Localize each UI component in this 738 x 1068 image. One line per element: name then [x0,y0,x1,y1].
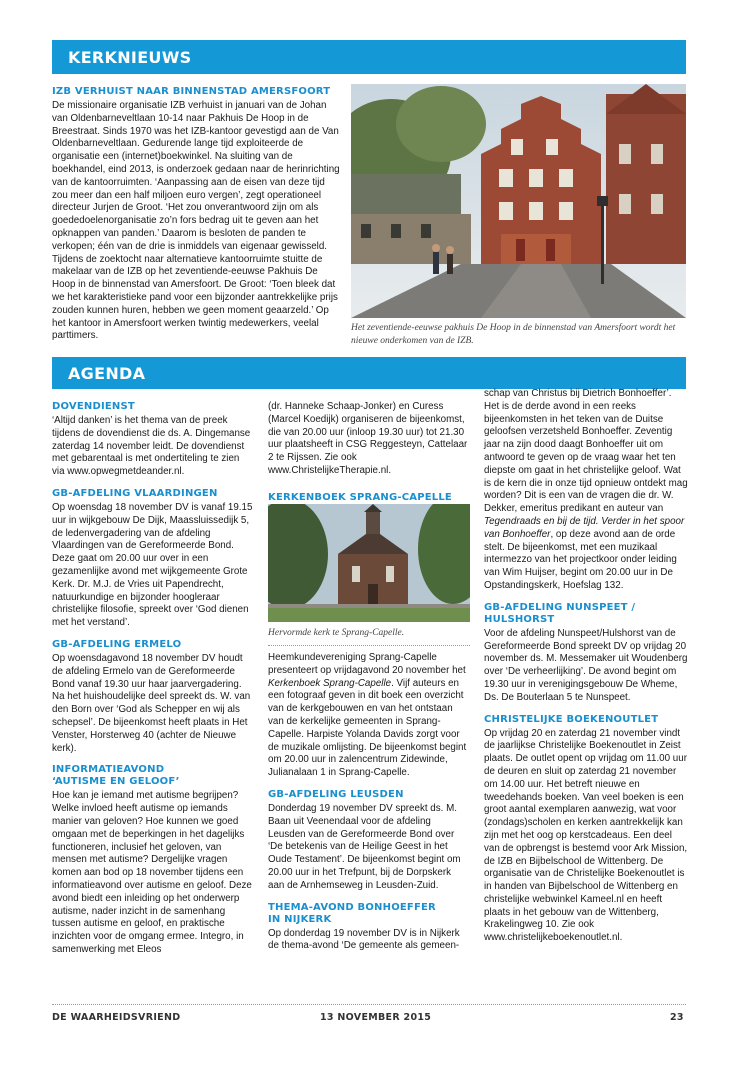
footer-divider [52,1004,686,1005]
footer-publication: DE WAARHEIDSVRIEND [52,1012,181,1023]
agenda-item-nunspeet [484,602,688,705]
agenda-item-autisme [52,764,254,956]
item-body-part: . Vijf auteurs en een fotograaf geven in dit boek een overzicht van de kerkgebouwen en van het ontstaan van de kerkelijke gemeenten in Sprang-Capelle. Harpiste Yolanda Davids zorgt voor de muzikale omlijsting. De bijeenkomst begint om 20.00 uur in zalencentrum Zidewinde, Julianalaan 1 in Sprang-Capelle. [268,677,467,779]
item-title: GB-AFDELING VLAARDINGEN [52,487,218,499]
section-title: AGENDA [68,364,146,383]
section-header-kerknieuws [52,40,686,74]
agenda-item-dovendienst [52,401,254,479]
article-body: De missionaire organisatie IZB verhuist in januari van de Johan van Oldenbarneveltlaan 10-14 naar Pakhuis De Hoop in de Breestraat. Sinds 1970 was het IZB-kantoor gevestigd aan de Van Oldenbarneveltlaan. Gedurende lange tijd exploiteerde de organisatie een (internet)boekwinkel. Na sluiting van de boekhandel, eind 2013, is onderzoek gedaan naar de herinrichting van de kantoorruimten. ‘Aanpassing aan de eisen van deze tijd zou meer dan een half miljoen euro vergen’, zegt operationeel directeur Jurjen de Groot. ‘Het zou onverantwoord zijn om als goededoelenorganisatie zo’n fors bedrag uit te geven aan het opknappen van panden.’ Daarom is besloten de panden te verkopen; één van de drie is inmiddels van eigenaar gewisseld. Tijdens de zoektocht naar alternatieve kantoorruimte stuitte de makelaar van de IZB op het zeventiende-eeuwse Pakhuis De Hoop in de binnenstad van Amersfoort. De Groot: ‘Toen bleek dat we het karakteristieke pand voor een bijzonder aantrekkelijke prijs zouden kunnen huren, hebben we geen moment geaarzeld.’ Op het kantoor in Amersfoort werken twintig medewerkers, veelal parttimers. [52,100,340,342]
agenda-item-boekenoutlet [484,714,688,946]
item-body: Op woensdagavond 18 november DV houdt de afdeling Ermelo van de Gereformeerde Bond vanaf 19.30 uur haar jaarvergadering. Na het huishoudelijke deel spreekt ds. W. van den Born over ‘God als Schepper en wij als schepsel’. De bijeenkomst heeft plaats in Het Venster, Horsterweg 40 (achter de Nieuwe kerk). [52,652,251,754]
church-photo [268,504,470,622]
agenda-column-2 [268,401,470,506]
item-title-line-1: INFORMATIEAVOND [52,764,165,776]
item-title-line-2: IN NIJKERK [268,913,332,925]
item-body: Op donderdag 19 november DV is in Nijkerk de thema-avond ‘De gemeente als gemeen- [268,927,460,952]
agenda-item-bonhoeffer [268,902,470,954]
pakhuis-photo [351,84,686,318]
agenda-item-kerkenboek [268,652,470,780]
agenda-item-vlaardingen [52,488,254,630]
item-body: Op vrijdag 20 en zaterdag 21 november vindt de jaarlijkse Christelijke Boekenoutlet in Zeist plaats. De outlet opent op vrijdag om 11.00 uur de deuren en sluit op zaterdag 21 november om 14.00 uur. Het betreft nieuwe en tweedehands boeken. Van veel boeken is een groot aantal exemplaren aanwezig, wat voor (zondags)scholen en kerken aantrekkelijk kan zijn met het oog op kerstcadeaus. Een deel van de opbrengst is bestemd voor Ark Mission, de IZB en Bijbelschool de Wittenberg. De organisatie van de Christelijke Boekenoutlet is in handen van Bijbelschool de Wittenberg en christelijke webwinkel Kameel.nl en heeft plaats in het gebouw van de Wittenberg, Krakelingweg 10. Zie ook www.christelijkeboekenoutlet.nl. [484,727,688,944]
item-body-part: , op deze avond aan de orde stelt. De bijeenkomst, met een muzikaal intermezzo van het projectkoor onder leiding van Wim Huijser, begint om 20.00 uur in De Opstandingskerk, Hoefslag 132. [484,528,677,591]
item-title: GB-AFDELING LEUSDEN [268,788,404,800]
church-photo-caption: Hervormde kerk te Sprang-Capelle. [268,628,405,638]
agenda-column-3 [484,388,688,954]
main-article [52,86,342,343]
item-body: Op woensdag 18 november DV is vanaf 19.15 uur in wijkgebouw De Dijk, Maassluissedijk 5, de ledenvergadering van de afdeling Vlaardingen van de Gereformeerde Bond. Deze gaat om 20.00 uur over in een gezamenlijke avond met wijkgemeente Grote Kerk. Dr. M.J. de Vries uit Papendrecht, natuurkundige en bijzonder hoogleraar christelijke filosofie, spreekt over ‘God dienen met het verstand’. [52,501,253,629]
item-body: Hoe kan je iemand met autisme begrijpen? Welke invloed heeft autisme op iemands manier van geloven? Hoe kunnen we goed omgaan met de beperkingen in het dagelijks functioneren, inclusief het geloven, van mensen met autisme? Dergelijke vragen komen aan bod op 18 november tijdens een informatieavond over autisme en geloof. Deze avond biedt een inleiding op het onderwerp autisme, nader inzicht in de samenhang tussen autisme en geloof, en praktische inzichten voor de omgang ermee. Integro, in samenwerking met Eleos [52,790,252,955]
item-body: (dr. Hanneke Schaap-Jonker) en Curess (Marcel Koedijk) organiseren de bijeenkomst, die van 20.00 uur (inloop 19.30 uur) tot 21.30 uur plaatsheeft in CSG Reggesteyn, Cattelaar 2 te Rijssen. Zie ook www.ChristelijkeTherapie.nl. [268,401,468,476]
agenda-item-bonhoeffer-continued [484,388,688,593]
item-title: CHRISTELIJKE BOEKENOUTLET [484,713,659,725]
item-title: DOVENDIENST [52,401,135,412]
agenda-column-2-lower [268,652,470,962]
item-title: GB-AFDELING ERMELO [52,638,182,650]
section-header-agenda [52,357,686,389]
agenda-column-1 [52,401,254,966]
item-body-part: Heemkundevereniging Sprang-Capelle presenteert op vrijdagavond 20 november het [268,652,466,676]
agenda-item-leusden [268,789,470,893]
section-title: KERKNIEUWS [68,48,192,67]
agenda-item-ermelo [52,639,254,755]
item-body [268,652,470,780]
book-title: Kerkenboek Sprang-Capelle [268,677,392,689]
item-body-part: schap van Christus bij Dietrich Bonhoeffer’. Het is de derde avond in een reeks bijeenkomsten in het teken van de Duitse geloofsen verzetsheld Bonhoeffer. Zeventig jaar na zijn dood daagt Bonhoeffer uit om antwoord te geven op de vraag waar het ten diepste om gaat in het christelijke geloof. Wat is de kern die in onze tijd opnieuw ontdekt mag worden? Dit is een van de vragen die dr. W. Dekker, emeritus predikant en auteur van [484,388,688,515]
item-title-line-1: THEMA-AVOND BONHOEFFER [268,901,436,913]
footer-date: 13 NOVEMBER 2015 [320,1012,432,1023]
divider [268,645,470,646]
book-title: Tegendraads en bij de tijd. Verder in het spoor van Bonhoeffer [484,515,685,540]
item-body [484,388,688,593]
item-title: GB-AFDELING NUNSPEET / HULSHORST [484,601,636,625]
item-body: ‘Altijd danken’ is het thema van de preek tijdens de dovendienst die ds. A. Dingemanse zaterdag 14 november leidt. De dovendienst met gebarentaal is met ondertiteling te zien via www.opwegmetdeander.nl. [52,415,251,478]
item-title: KERKENBOEK SPRANG-CAPELLE [268,491,452,503]
item-body: Donderdag 19 november DV spreekt ds. M. Baan uit Veenendaal voor de afdeling Leusden van de Gereformeerde Bond over ‘De betekenis van de Heilige Geest in het Oude Testament’. De bijeenkomst begint om 20.00 uur in het Trefpunt, bij de Dorpskerk aan de Arnhemseweg in Leusden-Zuid. [268,802,461,891]
photo-caption: Het zeventiende-eeuwse pakhuis De Hoop in de binnenstad van Amersfoort wordt het nieuwe onderkomen van de IZB. [351,323,676,346]
item-title-line-2: ‘AUTISME EN GELOOF’ [52,776,180,788]
agenda-item-autisme-continued [268,401,470,478]
item-body: Voor de afdeling Nunspeet/Hulshorst van de Gereformeerde Bond spreekt DV op vrijdag 20 november ds. M. Messemaker uit Woudenberg over ‘De verheerlijking’. De avond begint om 19.30 uur in verenigingsgebouw De Wheme, Ds. De Bouterlaan 5 te Nunspeet. [484,627,688,703]
footer-page-number: 23 [670,1012,684,1023]
article-title: IZB VERHUIST NAAR BINNENSTAD AMERSFOORT [52,86,331,97]
